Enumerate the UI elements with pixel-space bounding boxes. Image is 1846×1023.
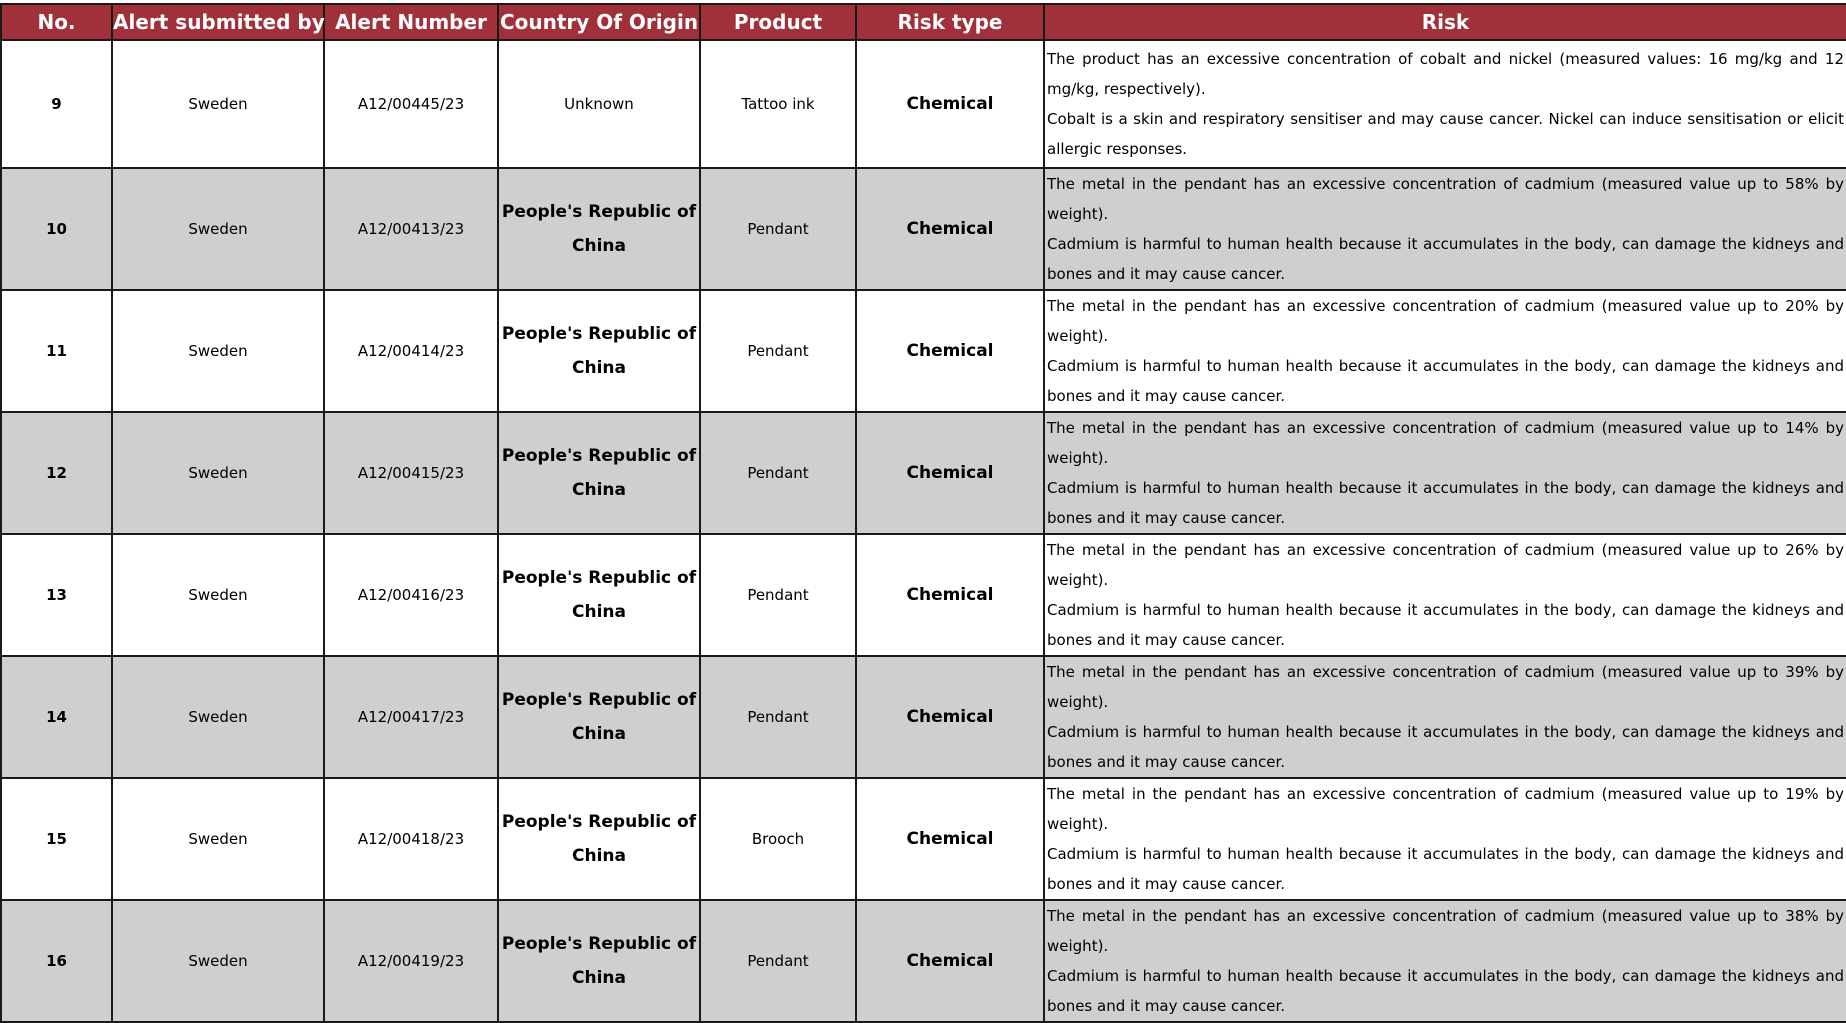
header-alert-number: Alert Number [324,4,498,40]
risk-text-line: Cadmium is harmful to human health because it accumulates in the body, can damage the kidneys and bones and it may cause cancer. [1047,357,1844,405]
cell-country-of-origin: People's Republic of China [498,778,700,900]
cell-risk-type: Chemical [856,168,1044,290]
cell-country-of-origin: People's Republic of China [498,900,700,1022]
cell-product: Pendant [700,412,856,534]
cell-risk [1044,290,1846,412]
cell-submitted-by: Sweden [112,534,324,656]
risk-text-line: The metal in the pendant has an excessive concentration of cadmium (measured value up to 14% by weight). [1047,419,1844,467]
cell-risk-type: Chemical [856,656,1044,778]
cell-risk [1044,534,1846,656]
cell-submitted-by: Sweden [112,412,324,534]
risk-text-line: Cadmium is harmful to human health because it accumulates in the body, can damage the kidneys and bones and it may cause cancer. [1047,479,1844,527]
header-no: No. [1,4,112,40]
cell-risk-type: Chemical [856,40,1044,168]
cell-country-of-origin: People's Republic of China [498,412,700,534]
cell-risk-type: Chemical [856,900,1044,1022]
cell-no: 9 [1,40,112,168]
cell-product: Tattoo ink [700,40,856,168]
cell-risk [1044,778,1846,900]
header-risk-type: Risk type [856,4,1044,40]
cell-submitted-by: Sweden [112,168,324,290]
risk-text-line: Cadmium is harmful to human health because it accumulates in the body, can damage the kidneys and bones and it may cause cancer. [1047,235,1844,283]
risk-text-line: The metal in the pendant has an excessive concentration of cadmium (measured value up to 58% by weight). [1047,175,1844,223]
cell-product: Pendant [700,168,856,290]
table-row [1,412,1846,534]
header-row [1,4,1846,40]
cell-country-of-origin: People's Republic of China [498,656,700,778]
cell-risk [1044,412,1846,534]
cell-product: Pendant [700,900,856,1022]
alerts-table [0,3,1846,1023]
cell-country-of-origin: Unknown [498,40,700,168]
cell-country-of-origin: People's Republic of China [498,290,700,412]
cell-product: Brooch [700,778,856,900]
risk-text-line: The metal in the pendant has an excessive concentration of cadmium (measured value up to 38% by weight). [1047,907,1844,955]
cell-product: Pendant [700,534,856,656]
cell-risk-type: Chemical [856,290,1044,412]
cell-alert-number: A12/00417/23 [324,656,498,778]
table-row [1,778,1846,900]
cell-no: 15 [1,778,112,900]
cell-risk [1044,168,1846,290]
cell-alert-number: A12/00416/23 [324,534,498,656]
cell-submitted-by: Sweden [112,778,324,900]
table-row [1,900,1846,1022]
table-row [1,656,1846,778]
cell-no: 13 [1,534,112,656]
header-risk: Risk [1044,4,1846,40]
cell-alert-number: A12/00445/23 [324,40,498,168]
risk-text-line: The metal in the pendant has an excessive concentration of cadmium (measured value up to 26% by weight). [1047,541,1844,589]
risk-text-line: The metal in the pendant has an excessive concentration of cadmium (measured value up to 39% by weight). [1047,663,1844,711]
risk-text-line: The product has an excessive concentration of cobalt and nickel (measured values: 16 mg/kg and 12 mg/kg, respectively). [1047,50,1844,98]
risk-text-line: Cadmium is harmful to human health because it accumulates in the body, can damage the kidneys and bones and it may cause cancer. [1047,723,1844,771]
cell-alert-number: A12/00413/23 [324,168,498,290]
cell-product: Pendant [700,290,856,412]
table-row [1,40,1846,168]
risk-text-line: Cadmium is harmful to human health because it accumulates in the body, can damage the kidneys and bones and it may cause cancer. [1047,845,1844,893]
table-row [1,290,1846,412]
cell-no: 16 [1,900,112,1022]
risk-text-line: The metal in the pendant has an excessive concentration of cadmium (measured value up to 20% by weight). [1047,297,1844,345]
cell-no: 10 [1,168,112,290]
cell-risk [1044,900,1846,1022]
cell-country-of-origin: People's Republic of China [498,168,700,290]
risk-text-line: Cadmium is harmful to human health because it accumulates in the body, can damage the kidneys and bones and it may cause cancer. [1047,601,1844,649]
cell-alert-number: A12/00415/23 [324,412,498,534]
cell-risk [1044,656,1846,778]
cell-submitted-by: Sweden [112,900,324,1022]
table-row [1,168,1846,290]
cell-alert-number: A12/00419/23 [324,900,498,1022]
cell-country-of-origin: People's Republic of China [498,534,700,656]
cell-risk-type: Chemical [856,534,1044,656]
cell-risk [1044,40,1846,168]
cell-alert-number: A12/00414/23 [324,290,498,412]
risk-text-line: The metal in the pendant has an excessive concentration of cadmium (measured value up to 19% by weight). [1047,785,1844,833]
cell-risk-type: Chemical [856,412,1044,534]
cell-submitted-by: Sweden [112,290,324,412]
cell-product: Pendant [700,656,856,778]
cell-alert-number: A12/00418/23 [324,778,498,900]
cell-risk-type: Chemical [856,778,1044,900]
cell-no: 12 [1,412,112,534]
header-product: Product [700,4,856,40]
cell-no: 11 [1,290,112,412]
cell-no: 14 [1,656,112,778]
header-submitted-by: Alert submitted by [112,4,324,40]
risk-text-line: Cobalt is a skin and respiratory sensitiser and may cause cancer. Nickel can induce sensitisation or elicit allergic responses. [1047,110,1844,158]
risk-text-line: Cadmium is harmful to human health because it accumulates in the body, can damage the kidneys and bones and it may cause cancer. [1047,967,1844,1015]
table-row [1,534,1846,656]
header-country-of-origin: Country Of Origin [498,4,700,40]
cell-submitted-by: Sweden [112,40,324,168]
cell-submitted-by: Sweden [112,656,324,778]
